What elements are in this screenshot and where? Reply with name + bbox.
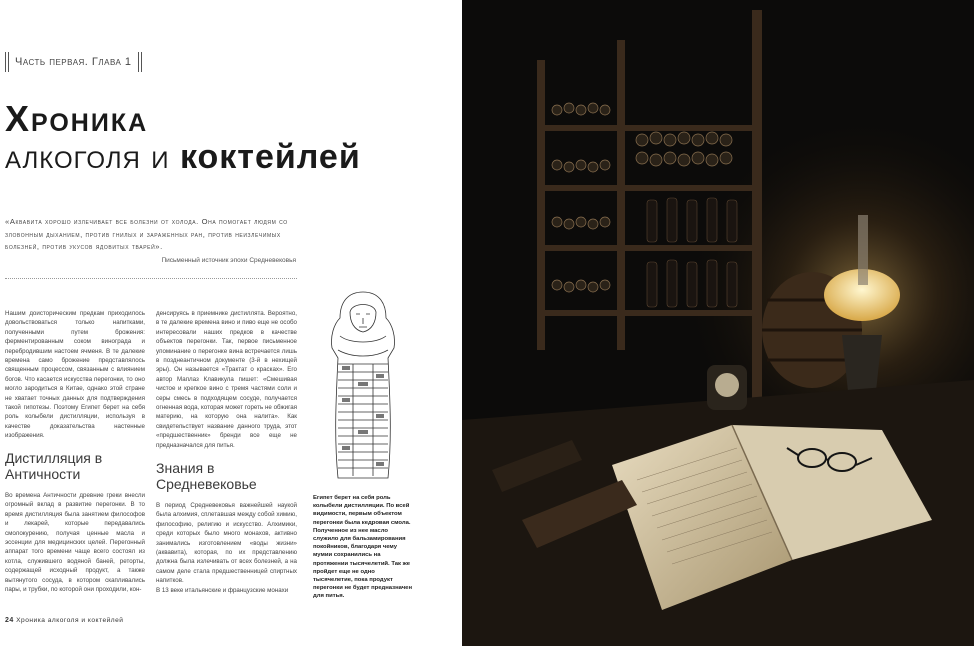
footer-title: Хроника алкоголя и коктейлей: [16, 617, 124, 624]
page-number: 24: [5, 617, 14, 624]
illustration-caption: Египет берет на себя роль колыбели дистилляции. По всей видимости, первым объектом перегонки была кедровая смола. Полученное из нее масло служило для бальзамирования покойников, благодаря чему мумии сохранились на протяжении тысячелетий. Так же пройдет еще не одно тысячелетие, пока продукт перегонки не будет предназначен для питья.: [313, 495, 413, 600]
chapter-bar-right: [138, 52, 142, 72]
chapter-text: Часть первая. Глава 1: [15, 56, 132, 68]
cellar-photo-scene: [462, 0, 974, 646]
body-paragraph: В период Средневековья важнейшей наукой была алхимия, сплетавшая между собой химию, философию, религию и искусство. Алхимики, среди которых было много монахов, активно занимались изготовлением «воды жизни» (аквавита), которая, по их представлению должна была излечивать от всех болезней, а на самом деле стала предшественницей спиртных напитков.: [156, 502, 297, 585]
epigraph-source: Письменный источник эпохи Средневековья: [161, 257, 296, 264]
title-line-2: [5, 138, 361, 176]
cellar-photo: [462, 0, 974, 646]
heading-antiquity: Дистилляция в Античности: [5, 450, 103, 482]
body-column-1: [5, 309, 145, 441]
divider: [5, 278, 297, 279]
chapter-label: [5, 52, 142, 72]
epigraph-quote: «Аквавита хорошо излечивает все болезни от холода. Она помогает людям со зловонным дыханием, против гнилых и зараженных ран, против неизлечимых болезней, против укусов ядовитых тварей».: [5, 217, 288, 251]
body-column-2-end: [156, 586, 297, 595]
page-title: [5, 100, 361, 176]
body-paragraph: Во времена Античности древние греки внесли огромный вклад в развитие перегонки. В то время дистилляция была занятием философов и лекарей, которые передавались смолокурению, получая ценные масла и эссенции для медицинских целей. Перегонный аппарат того времени чаще всего состоял из котла, служившего водяной баней, реторты, содержащей исходный продукт, а также вытянутого сосуда, в котором скапливались пары, и трубки, по которой они проходили, кон-: [5, 492, 145, 594]
body-column-1-continued: [5, 491, 145, 594]
body-column-2: [156, 309, 297, 450]
left-page: [0, 0, 462, 646]
title-line-1: Хроника: [5, 98, 149, 139]
page-footer: [5, 617, 124, 624]
body-paragraph: денсируясь в приемнике дистиллята. Вероятно, в те далекие времена вино и пиво еще не особо интересовали наших предков в качестве объектов перегонки. Так, первое письменное упоминание о перегонке вина встречается лишь в позднеантичном документе (3-й в нехищей эры). Он называется «Трактат о красках». Его автор Маплаз Клавикула пишет: «Смешивая чистое и крепкое вино с тремя частями соли и серы смесь в подходящем сосуде, получается огненная вода, которая может гореть не обжигая материю, на которую она налита». Как свидетельствует название данного труда, этот «предшественник» бренди все еще не предназначался для питья.: [156, 310, 297, 449]
body-column-2-continued: [156, 501, 297, 586]
body-paragraph: В 13 веке итальянские и французские монахи: [156, 587, 289, 594]
sarcophagus-illustration: [318, 288, 408, 484]
title-line-2-bold: коктейлей: [179, 138, 361, 176]
body-paragraph: Нашим доисторическим предкам приходилось довольствоваться только напитками, полученными путем брожения: ферментированным соком винограда и перебродившим настоем ячменя. В те далекие времена само брожение представлялось священным процессом, связанным с влиянием богов. Что касается искусства перегонки, то оно могло зародиться в Китае, однако этой стране не хватает точных данных для подтверждения такой гипотезы. Поэтому Египет берет на себя роль колыбели дистилляции, используя в качестве доказательства настенные изображения.: [5, 310, 145, 440]
title-line-2-thin: алкоголя и: [5, 138, 170, 176]
heading-middle-ages: Знания в Средневековье: [156, 460, 257, 492]
